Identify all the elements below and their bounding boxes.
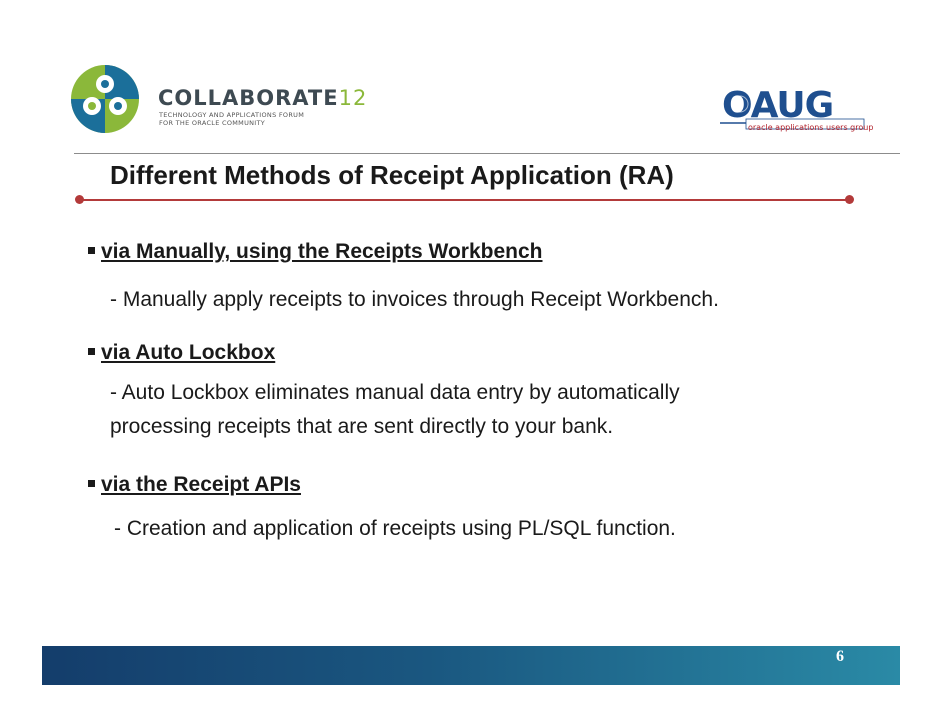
collaborate-wordmark: COLLABORATE12 — [158, 86, 368, 110]
bullet-body: - Manually apply receipts to invoices through Receipt Workbench. — [110, 288, 719, 311]
title-underline — [80, 199, 850, 201]
bullet-body: - Auto Lockbox eliminates manual data entry by automatically processing receipts that are sent directly to your bank. — [110, 381, 680, 438]
bullet-heading: via Manually, using the Receipts Workbench — [88, 240, 543, 264]
title-underline-left-dot — [75, 195, 84, 204]
svg-text:OAUG: OAUG — [722, 85, 834, 126]
bullet-heading: via the Receipt APIs — [88, 473, 301, 497]
header-divider — [74, 153, 900, 154]
bullet-square-icon — [88, 348, 95, 355]
bullet-square-icon — [88, 247, 95, 254]
footer-bar — [42, 646, 900, 685]
oaug-tagline: oracle applications users group — [748, 123, 874, 132]
title-underline-right-dot — [845, 195, 854, 204]
collaborate-logo-icon — [70, 64, 140, 134]
page-number: 6 — [836, 648, 844, 665]
bullet-square-icon — [88, 480, 95, 487]
slide-title: Different Methods of Receipt Application (RA) — [110, 160, 674, 190]
collaborate-subtitle: TECHNOLOGY AND APPLICATIONS FORUM FOR THE ORACLE COMMUNITY — [159, 111, 305, 127]
bullet-body: - Creation and application of receipts using PL/SQL function. — [114, 517, 676, 540]
bullet-heading: via Auto Lockbox — [88, 341, 275, 365]
